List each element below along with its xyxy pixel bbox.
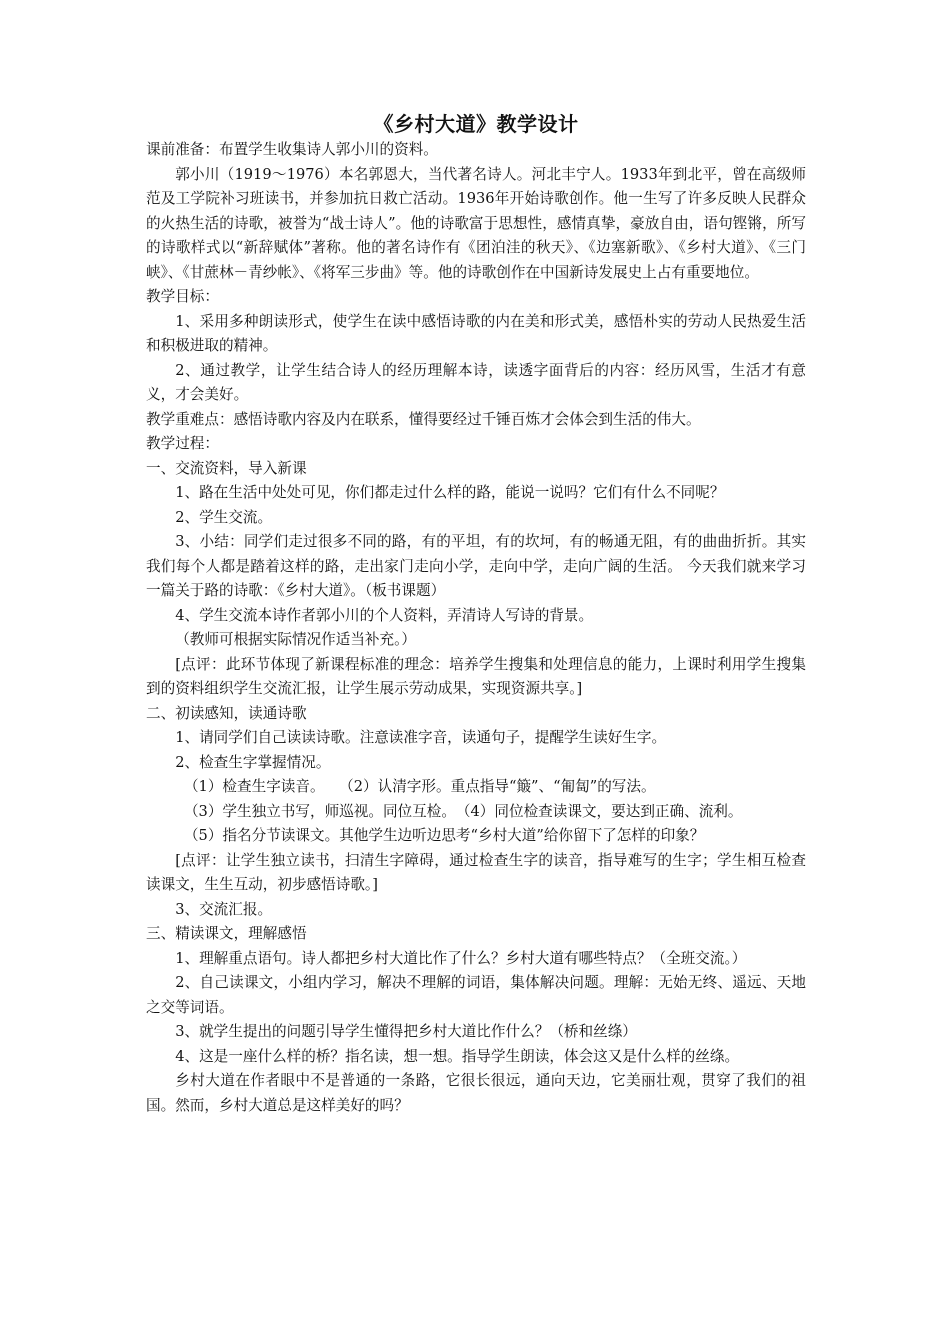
paragraph: 4、学生交流本诗作者郭小川的个人资料，弄清诗人写诗的背景。 <box>175 606 594 624</box>
paragraph: 郭小川（1919～1976）本名郭恩大，当代著名诗人。河北丰宁人。1933年到北平，曾在高级师范及工学院补习班读书，并参加抗日救亡活动。1936年开始诗歌创作。他一生写了许多反映人民群众的火热生活的诗歌，被誉为“战士诗人”。他的诗歌富于思想性，感情真挚，豪放自由，语句铿锵，所写的诗歌样式以“新辞赋体”著称。他的著名诗作有《团泊洼的秋天》、《边塞新歌》、《乡村大道》、《三门峡》、《甘蔗林－青纱帐》、《将军三步曲》等。他的诗歌创作在中国新诗发展史上占有重要地位。 <box>146 165 806 281</box>
paragraph: 教学过程： <box>146 435 219 452</box>
paragraph: 教学目标： <box>146 288 219 305</box>
paragraph: 2、学生交流。 <box>175 508 273 526</box>
paragraph: 2、通过教学，让学生结合诗人的经历理解本诗，读透字面背后的内容：经历风雪，生活才有意义，才会美好。 <box>146 361 806 403</box>
paragraph: 2、自己读课文，小组内学习，解决不理解的词语，集体解决问题。理解：无始无终、遥远、天地之交等词语。 <box>146 974 806 1016</box>
document-title: 《乡村大道》教学设计 <box>373 112 579 136</box>
paragraph: [点评：让学生独立读书，扫清生字障碍，通过检查生字的读音，指导难写的生字；学生相互检查读课文，生生互动，初步感悟诗歌。] <box>146 851 806 893</box>
paragraph: 三、精读课文，理解感悟 <box>146 925 307 942</box>
paragraph: 3、小结：同学们走过很多不同的路，有的平坦，有的坎坷，有的畅通无阻，有的曲曲折折。其实我们每个人都是踏着这样的路，走出家门走向小学，走向中学，走向广阔的生活。 今天我们就来学习一篇关于路的诗歌：《乡村大道》。（板书课题） <box>146 533 806 599</box>
paragraph: 课前准备：布置学生收集诗人郭小川的资料。 <box>146 141 438 158</box>
document-body <box>146 138 806 1118</box>
paragraph: 2、检查生字掌握情况。 <box>175 753 331 771</box>
paragraph: 1、请同学们自己读读诗歌。注意读准字音，读通句子，提醒学生读好生字。 <box>175 729 667 746</box>
paragraph: [点评：此环节体现了新课程标准的理念：培养学生搜集和处理信息的能力，上课时利用学生搜集到的资料组织学生交流汇报，让学生展示劳动成果，实现资源共享。] <box>146 655 806 697</box>
paragraph: 一、交流资料，导入新课 <box>146 459 307 477</box>
paragraph: （1）检查生字读音。 （2）认清字形。重点指导“簸”、“匍匐”的写法。 <box>183 778 656 795</box>
paragraph: （3）学生独立书写，师巡视。同位互检。 （4）同位检查读课文，要达到正确、流利。 <box>183 802 743 820</box>
paragraph: 1、路在生活中处处可见，你们都走过什么样的路，能说一说吗？它们有什么不同呢？ <box>175 484 725 501</box>
paragraph: 二、初读感知，读通诗歌 <box>146 704 307 722</box>
paragraph: （5）指名分节读课文。其他学生边听边思考“乡村大道”给你留下了怎样的印象？ <box>183 827 705 844</box>
paragraph: 教学重难点：感悟诗歌内容及内在联系，懂得要经过千锤百炼才会体会到生活的伟大。 <box>146 410 701 428</box>
paragraph: 3、就学生提出的问题引导学生懂得把乡村大道比作什么？（桥和丝绦） <box>175 1023 637 1040</box>
document-page <box>146 110 806 1118</box>
paragraph: 乡村大道在作者眼中不是普通的一条路，它很长很远，通向天边，它美丽壮观，贯穿了我们的祖国。然而，乡村大道总是这样美好的吗？ <box>146 1072 806 1114</box>
paragraph: 3、交流汇报。 <box>175 900 273 918</box>
paragraph: 4、这是一座什么样的桥？指名读，想一想。指导学生朗读，体会这又是什么样的丝绦。 <box>175 1047 740 1065</box>
paragraph: 1、采用多种朗读形式，使学生在读中感悟诗歌的内在美和形式美，感悟朴实的劳动人民热爱生活和积极进取的精神。 <box>146 312 806 354</box>
paragraph: （教师可根据实际情况作适当补充。） <box>175 631 416 648</box>
paragraph: 1、理解重点语句。诗人都把乡村大道比作了什么？乡村大道有哪些特点？（全班交流。） <box>175 949 747 967</box>
